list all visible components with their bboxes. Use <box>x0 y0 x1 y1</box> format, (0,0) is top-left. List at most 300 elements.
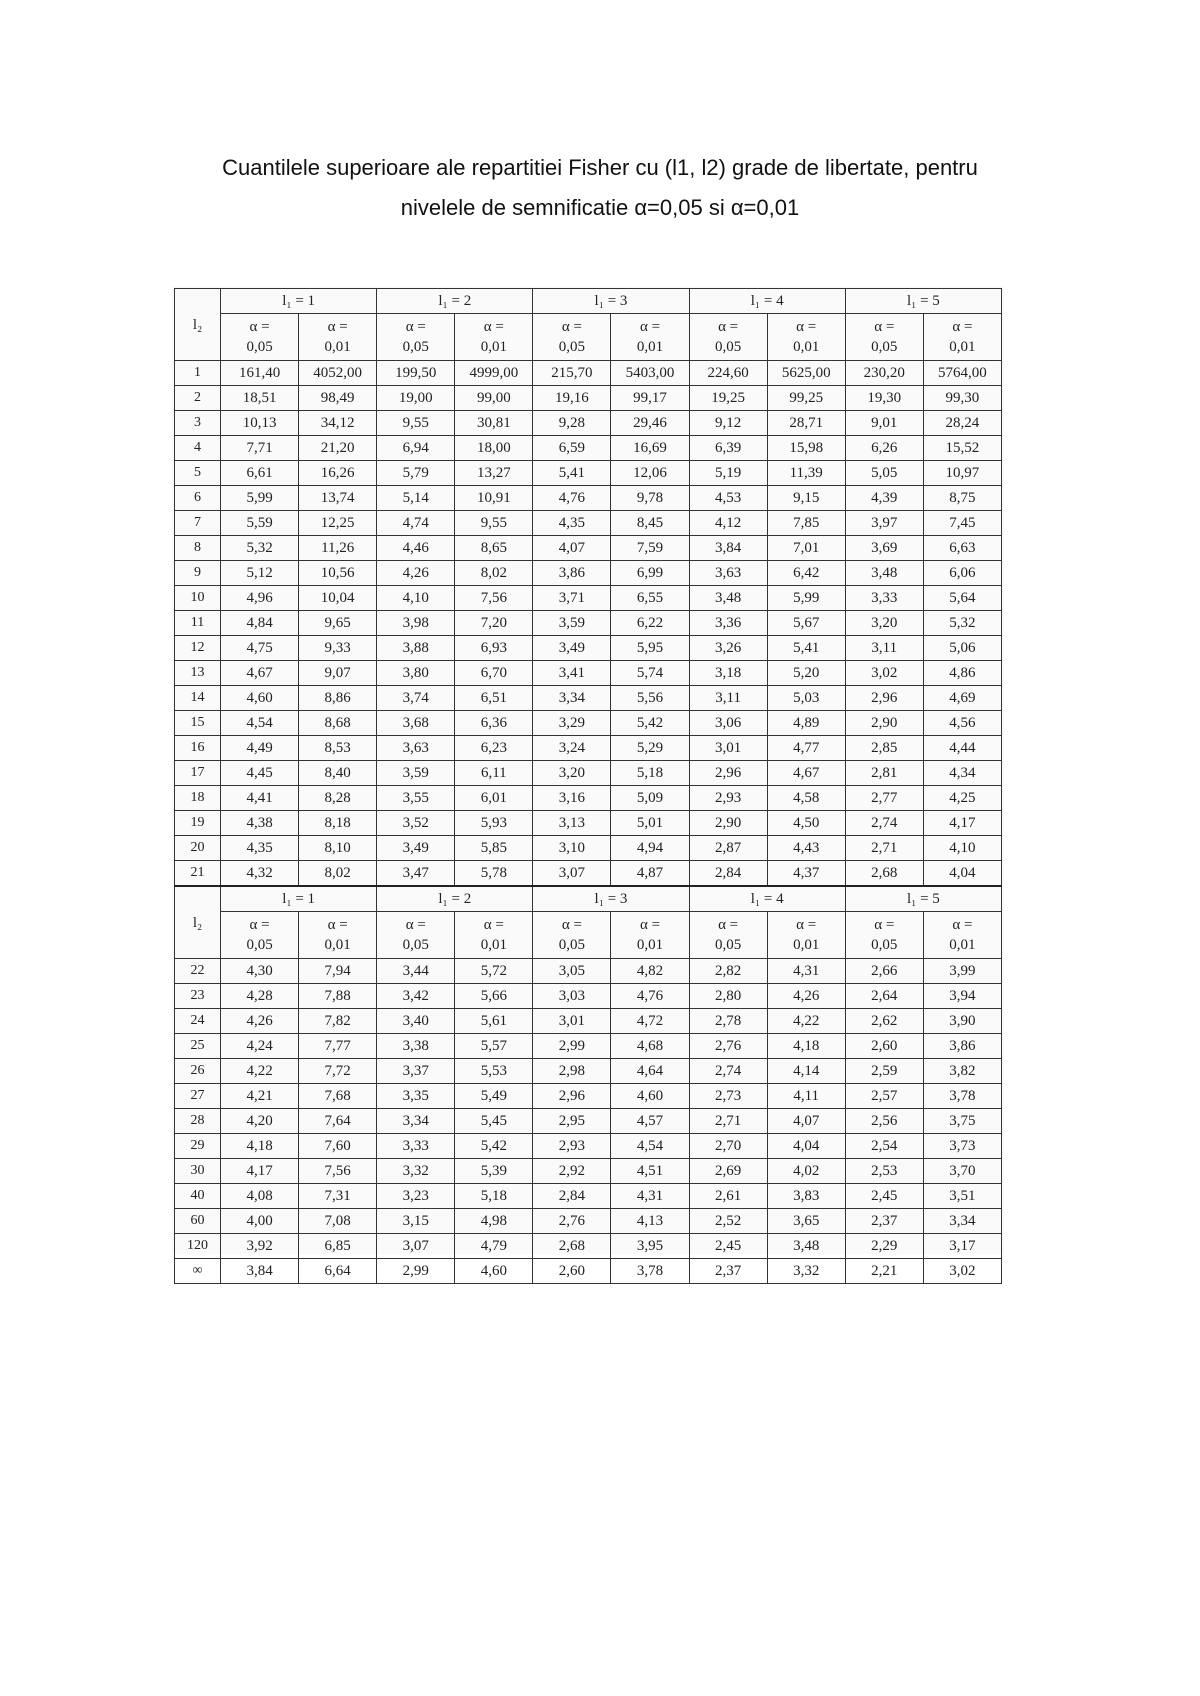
table-cell: 9,07 <box>299 661 377 686</box>
table-cell: 5,74 <box>611 661 689 686</box>
table-cell: 4,32 <box>221 861 299 887</box>
table-cell: 2,60 <box>845 1034 923 1059</box>
table-cell: 19,16 <box>533 386 611 411</box>
alpha-header: α = 0,01 <box>299 314 377 361</box>
alpha-header: α = 0,01 <box>611 912 689 959</box>
table-cell: 4,18 <box>767 1034 845 1059</box>
table-row <box>175 811 1002 836</box>
table-cell: 7,56 <box>299 1159 377 1184</box>
table-row <box>175 711 1002 736</box>
group-header: l₁ = 2 <box>377 886 533 912</box>
table-cell: 3,07 <box>377 1234 455 1259</box>
table-cell: 2,96 <box>533 1084 611 1109</box>
table-cell: 3,42 <box>377 984 455 1009</box>
alpha-header: α = 0,01 <box>455 912 533 959</box>
table-cell: 3,16 <box>533 786 611 811</box>
table-cell: 3,75 <box>923 1109 1001 1134</box>
table-cell: 7,01 <box>767 536 845 561</box>
table-cell: 99,25 <box>767 386 845 411</box>
alpha-header: α = 0,05 <box>221 912 299 959</box>
row-label-l2: 8 <box>175 536 221 561</box>
table-row <box>175 686 1002 711</box>
table-cell: 4,51 <box>611 1159 689 1184</box>
table-cell: 3,38 <box>377 1034 455 1059</box>
row-label-l2: 3 <box>175 411 221 436</box>
alpha-header-row <box>175 314 1002 361</box>
table-cell: 3,73 <box>923 1134 1001 1159</box>
table-cell: 9,15 <box>767 486 845 511</box>
table-cell: 6,59 <box>533 436 611 461</box>
table-cell: 224,60 <box>689 361 767 386</box>
row-label-l2: 9 <box>175 561 221 586</box>
table-cell: 4,84 <box>221 611 299 636</box>
table-row <box>175 611 1002 636</box>
table-cell: 3,86 <box>923 1034 1001 1059</box>
table-cell: 6,93 <box>455 636 533 661</box>
table-cell: 3,26 <box>689 636 767 661</box>
table-cell: 9,55 <box>377 411 455 436</box>
alpha-header: α = 0,01 <box>923 912 1001 959</box>
row-label-l2: ∞ <box>175 1259 221 1284</box>
table-cell: 18,51 <box>221 386 299 411</box>
table-cell: 4,22 <box>767 1009 845 1034</box>
table-cell: 99,17 <box>611 386 689 411</box>
title-line-1: Cuantilele superioare ale repartitiei Fisher cu (l1, l2) grade de libertate, pentru <box>222 155 978 180</box>
table-cell: 2,84 <box>533 1184 611 1209</box>
table-row <box>175 736 1002 761</box>
table-cell: 28,24 <box>923 411 1001 436</box>
table-cell: 3,86 <box>533 561 611 586</box>
table-cell: 2,61 <box>689 1184 767 1209</box>
table-cell: 4,64 <box>611 1059 689 1084</box>
table-cell: 4,34 <box>923 761 1001 786</box>
row-label-l2: 17 <box>175 761 221 786</box>
table-cell: 5,14 <box>377 486 455 511</box>
table-cell: 3,02 <box>845 661 923 686</box>
table-cell: 6,23 <box>455 736 533 761</box>
l2-header: l₂ <box>175 289 221 361</box>
table-cell: 5,01 <box>611 811 689 836</box>
table-cell: 4,39 <box>845 486 923 511</box>
table-cell: 8,10 <box>299 836 377 861</box>
table-row <box>175 1209 1002 1234</box>
table-cell: 4,86 <box>923 661 1001 686</box>
alpha-header: α = 0,05 <box>845 314 923 361</box>
table-cell: 2,74 <box>845 811 923 836</box>
table-cell: 3,20 <box>533 761 611 786</box>
table-cell: 6,85 <box>299 1234 377 1259</box>
table-cell: 99,00 <box>455 386 533 411</box>
alpha-header: α = 0,05 <box>533 912 611 959</box>
table-cell: 4,79 <box>455 1234 533 1259</box>
group-header: l₁ = 4 <box>689 886 845 912</box>
table-cell: 7,59 <box>611 536 689 561</box>
table-cell: 6,42 <box>767 561 845 586</box>
l2-header: l₂ <box>175 886 221 959</box>
table-cell: 7,64 <box>299 1109 377 1134</box>
table-cell: 2,76 <box>533 1209 611 1234</box>
table-cell: 4,77 <box>767 736 845 761</box>
table-cell: 5764,00 <box>923 361 1001 386</box>
table-cell: 5,78 <box>455 861 533 887</box>
table-cell: 2,62 <box>845 1009 923 1034</box>
row-label-l2: 26 <box>175 1059 221 1084</box>
table-cell: 7,77 <box>299 1034 377 1059</box>
table-cell: 9,78 <box>611 486 689 511</box>
row-label-l2: 11 <box>175 611 221 636</box>
table-cell: 5,49 <box>455 1084 533 1109</box>
table-cell: 2,99 <box>533 1034 611 1059</box>
table-cell: 4,53 <box>689 486 767 511</box>
table-row <box>175 461 1002 486</box>
table-cell: 3,65 <box>767 1209 845 1234</box>
table-cell: 3,23 <box>377 1184 455 1209</box>
table-cell: 3,29 <box>533 711 611 736</box>
table-cell: 2,54 <box>845 1134 923 1159</box>
table-cell: 6,63 <box>923 536 1001 561</box>
table-cell: 7,88 <box>299 984 377 1009</box>
table-cell: 4,30 <box>221 959 299 984</box>
table-cell: 3,90 <box>923 1009 1001 1034</box>
table-cell: 3,34 <box>377 1109 455 1134</box>
table-cell: 5,41 <box>767 636 845 661</box>
table-cell: 5,19 <box>689 461 767 486</box>
alpha-header: α = 0,01 <box>611 314 689 361</box>
table-cell: 18,00 <box>455 436 533 461</box>
table-cell: 4,10 <box>377 586 455 611</box>
table-cell: 6,36 <box>455 711 533 736</box>
alpha-header: α = 0,05 <box>533 314 611 361</box>
table-cell: 2,95 <box>533 1109 611 1134</box>
table-cell: 2,66 <box>845 959 923 984</box>
table-cell: 3,20 <box>845 611 923 636</box>
table-cell: 9,01 <box>845 411 923 436</box>
table-cell: 6,64 <box>299 1259 377 1284</box>
table-row <box>175 486 1002 511</box>
row-label-l2: 14 <box>175 686 221 711</box>
table-cell: 199,50 <box>377 361 455 386</box>
table-cell: 4,98 <box>455 1209 533 1234</box>
table-cell: 4,56 <box>923 711 1001 736</box>
table-cell: 5625,00 <box>767 361 845 386</box>
table-cell: 19,25 <box>689 386 767 411</box>
table-cell: 4,50 <box>767 811 845 836</box>
table-cell: 2,37 <box>689 1259 767 1284</box>
table-row <box>175 586 1002 611</box>
group-header: l₁ = 3 <box>533 289 689 314</box>
table-cell: 2,90 <box>845 711 923 736</box>
table-cell: 2,73 <box>689 1084 767 1109</box>
row-label-l2: 19 <box>175 811 221 836</box>
table-cell: 4,31 <box>767 959 845 984</box>
table-cell: 2,69 <box>689 1159 767 1184</box>
table-row <box>175 661 1002 686</box>
table-cell: 4,25 <box>923 786 1001 811</box>
table-cell: 8,53 <box>299 736 377 761</box>
table-cell: 5,66 <box>455 984 533 1009</box>
alpha-header: α = 0,01 <box>767 912 845 959</box>
table-cell: 4,17 <box>923 811 1001 836</box>
table-cell: 12,06 <box>611 461 689 486</box>
alpha-header: α = 0,05 <box>221 314 299 361</box>
table-cell: 4,67 <box>767 761 845 786</box>
table-cell: 5403,00 <box>611 361 689 386</box>
table-cell: 3,99 <box>923 959 1001 984</box>
table-cell: 3,03 <box>533 984 611 1009</box>
table-cell: 8,45 <box>611 511 689 536</box>
alpha-header: α = 0,01 <box>299 912 377 959</box>
table-cell: 5,85 <box>455 836 533 861</box>
table-cell: 3,33 <box>377 1134 455 1159</box>
table-cell: 3,70 <box>923 1159 1001 1184</box>
table-cell: 7,20 <box>455 611 533 636</box>
table-row <box>175 861 1002 887</box>
table-cell: 3,32 <box>767 1259 845 1284</box>
table-cell: 3,78 <box>611 1259 689 1284</box>
table-cell: 12,25 <box>299 511 377 536</box>
group-header: l₁ = 3 <box>533 886 689 912</box>
row-label-l2: 23 <box>175 984 221 1009</box>
table-cell: 4,38 <box>221 811 299 836</box>
group-header-row <box>175 886 1002 912</box>
table-cell: 5,29 <box>611 736 689 761</box>
table-cell: 4,35 <box>533 511 611 536</box>
table-cell: 4,00 <box>221 1209 299 1234</box>
table-cell: 3,71 <box>533 586 611 611</box>
table-cell: 3,34 <box>923 1209 1001 1234</box>
table-cell: 4,54 <box>611 1134 689 1159</box>
table-cell: 4,82 <box>611 959 689 984</box>
row-label-l2: 25 <box>175 1034 221 1059</box>
table-cell: 5,09 <box>611 786 689 811</box>
table-row <box>175 511 1002 536</box>
table-cell: 5,06 <box>923 636 1001 661</box>
table-cell: 3,92 <box>221 1234 299 1259</box>
row-label-l2: 28 <box>175 1109 221 1134</box>
table-cell: 4,26 <box>221 1009 299 1034</box>
table-cell: 10,56 <box>299 561 377 586</box>
row-label-l2: 29 <box>175 1134 221 1159</box>
table-row <box>175 786 1002 811</box>
table-cell: 7,45 <box>923 511 1001 536</box>
table-cell: 2,84 <box>689 861 767 887</box>
table-cell: 9,12 <box>689 411 767 436</box>
table-row <box>175 1059 1002 1084</box>
table-cell: 4,20 <box>221 1109 299 1134</box>
table-cell: 5,18 <box>455 1184 533 1209</box>
table-cell: 6,99 <box>611 561 689 586</box>
table-cell: 3,40 <box>377 1009 455 1034</box>
table-cell: 4,46 <box>377 536 455 561</box>
group-header: l₁ = 2 <box>377 289 533 314</box>
table-cell: 4,13 <box>611 1209 689 1234</box>
row-label-l2: 18 <box>175 786 221 811</box>
table-cell: 9,28 <box>533 411 611 436</box>
table-row <box>175 1009 1002 1034</box>
group-header: l₁ = 1 <box>221 289 377 314</box>
table-row <box>175 361 1002 386</box>
table-cell: 2,53 <box>845 1159 923 1184</box>
table-cell: 3,11 <box>845 636 923 661</box>
table-cell: 3,84 <box>221 1259 299 1284</box>
table-row <box>175 411 1002 436</box>
table-row <box>175 1109 1002 1134</box>
table-cell: 2,29 <box>845 1234 923 1259</box>
table-cell: 4,57 <box>611 1109 689 1134</box>
table-cell: 13,74 <box>299 486 377 511</box>
group-header-row <box>175 289 1002 314</box>
table-cell: 3,51 <box>923 1184 1001 1209</box>
table-row <box>175 761 1002 786</box>
table-cell: 4,26 <box>377 561 455 586</box>
table-cell: 2,45 <box>845 1184 923 1209</box>
table-cell: 3,83 <box>767 1184 845 1209</box>
table-cell: 2,60 <box>533 1259 611 1284</box>
table-cell: 4,24 <box>221 1034 299 1059</box>
table-row <box>175 636 1002 661</box>
table-cell: 2,59 <box>845 1059 923 1084</box>
table-cell: 4,37 <box>767 861 845 887</box>
table-cell: 6,51 <box>455 686 533 711</box>
table-cell: 4052,00 <box>299 361 377 386</box>
table-cell: 6,70 <box>455 661 533 686</box>
table-cell: 161,40 <box>221 361 299 386</box>
table-cell: 2,56 <box>845 1109 923 1134</box>
table-cell: 5,39 <box>455 1159 533 1184</box>
group-header: l₁ = 5 <box>845 289 1001 314</box>
table-cell: 6,55 <box>611 586 689 611</box>
table-cell: 3,02 <box>923 1259 1001 1284</box>
table-cell: 2,76 <box>689 1034 767 1059</box>
table-cell: 3,49 <box>377 836 455 861</box>
table-cell: 3,95 <box>611 1234 689 1259</box>
table-cell: 3,36 <box>689 611 767 636</box>
table-cell: 2,80 <box>689 984 767 1009</box>
table-cell: 5,45 <box>455 1109 533 1134</box>
row-label-l2: 2 <box>175 386 221 411</box>
table-cell: 3,33 <box>845 586 923 611</box>
table-cell: 5,05 <box>845 461 923 486</box>
table-cell: 5,57 <box>455 1034 533 1059</box>
table-cell: 5,99 <box>221 486 299 511</box>
table-cell: 9,55 <box>455 511 533 536</box>
row-label-l2: 20 <box>175 836 221 861</box>
row-label-l2: 16 <box>175 736 221 761</box>
row-label-l2: 15 <box>175 711 221 736</box>
table-cell: 3,59 <box>377 761 455 786</box>
table-cell: 5,41 <box>533 461 611 486</box>
table-cell: 4,60 <box>455 1259 533 1284</box>
table-cell: 215,70 <box>533 361 611 386</box>
table-row <box>175 386 1002 411</box>
table-cell: 6,22 <box>611 611 689 636</box>
table-cell: 4,45 <box>221 761 299 786</box>
table-cell: 30,81 <box>455 411 533 436</box>
table-cell: 7,56 <box>455 586 533 611</box>
table-cell: 11,26 <box>299 536 377 561</box>
table-cell: 2,68 <box>533 1234 611 1259</box>
table-cell: 7,85 <box>767 511 845 536</box>
table-cell: 2,64 <box>845 984 923 1009</box>
table-cell: 2,82 <box>689 959 767 984</box>
table-row <box>175 536 1002 561</box>
table-cell: 5,95 <box>611 636 689 661</box>
table-cell: 2,57 <box>845 1084 923 1109</box>
table-cell: 2,37 <box>845 1209 923 1234</box>
alpha-header: α = 0,01 <box>767 314 845 361</box>
table-cell: 2,71 <box>845 836 923 861</box>
table-cell: 8,68 <box>299 711 377 736</box>
table-cell: 2,85 <box>845 736 923 761</box>
table-cell: 21,20 <box>299 436 377 461</box>
table-cell: 3,35 <box>377 1084 455 1109</box>
table-cell: 3,94 <box>923 984 1001 1009</box>
row-label-l2: 22 <box>175 959 221 984</box>
table-cell: 3,84 <box>689 536 767 561</box>
table-row <box>175 1034 1002 1059</box>
table-cell: 3,98 <box>377 611 455 636</box>
table-cell: 3,48 <box>767 1234 845 1259</box>
alpha-header: α = 0,01 <box>923 314 1001 361</box>
table-cell: 3,17 <box>923 1234 1001 1259</box>
table-cell: 6,39 <box>689 436 767 461</box>
table-cell: 2,92 <box>533 1159 611 1184</box>
table-cell: 10,04 <box>299 586 377 611</box>
table-cell: 6,01 <box>455 786 533 811</box>
alpha-header: α = 0,05 <box>377 314 455 361</box>
table-cell: 4,69 <box>923 686 1001 711</box>
table-cell: 2,70 <box>689 1134 767 1159</box>
table-row <box>175 984 1002 1009</box>
table-cell: 3,78 <box>923 1084 1001 1109</box>
group-header: l₁ = 1 <box>221 886 377 912</box>
table-cell: 19,00 <box>377 386 455 411</box>
table-cell: 19,30 <box>845 386 923 411</box>
table-cell: 8,75 <box>923 486 1001 511</box>
table-cell: 5,03 <box>767 686 845 711</box>
table-cell: 3,15 <box>377 1209 455 1234</box>
table-cell: 8,28 <box>299 786 377 811</box>
alpha-header: α = 0,05 <box>689 912 767 959</box>
table-cell: 4,54 <box>221 711 299 736</box>
table-cell: 2,77 <box>845 786 923 811</box>
table-cell: 7,60 <box>299 1134 377 1159</box>
table-cell: 4,58 <box>767 786 845 811</box>
table-cell: 4,02 <box>767 1159 845 1184</box>
row-label-l2: 12 <box>175 636 221 661</box>
table-cell: 5,12 <box>221 561 299 586</box>
table-cell: 4,87 <box>611 861 689 887</box>
table-cell: 2,21 <box>845 1259 923 1284</box>
table-cell: 6,26 <box>845 436 923 461</box>
table-cell: 4,74 <box>377 511 455 536</box>
table-cell: 4,18 <box>221 1134 299 1159</box>
table-cell: 8,65 <box>455 536 533 561</box>
table-cell: 2,52 <box>689 1209 767 1234</box>
table-cell: 2,93 <box>533 1134 611 1159</box>
table-cell: 3,37 <box>377 1059 455 1084</box>
table-cell: 4,60 <box>221 686 299 711</box>
table-cell: 5,42 <box>455 1134 533 1159</box>
table-cell: 3,63 <box>689 561 767 586</box>
table-cell: 3,05 <box>533 959 611 984</box>
table-cell: 3,97 <box>845 511 923 536</box>
table-cell: 16,69 <box>611 436 689 461</box>
row-label-l2: 27 <box>175 1084 221 1109</box>
table-cell: 7,72 <box>299 1059 377 1084</box>
table-cell: 4,11 <box>767 1084 845 1109</box>
table-cell: 3,68 <box>377 711 455 736</box>
